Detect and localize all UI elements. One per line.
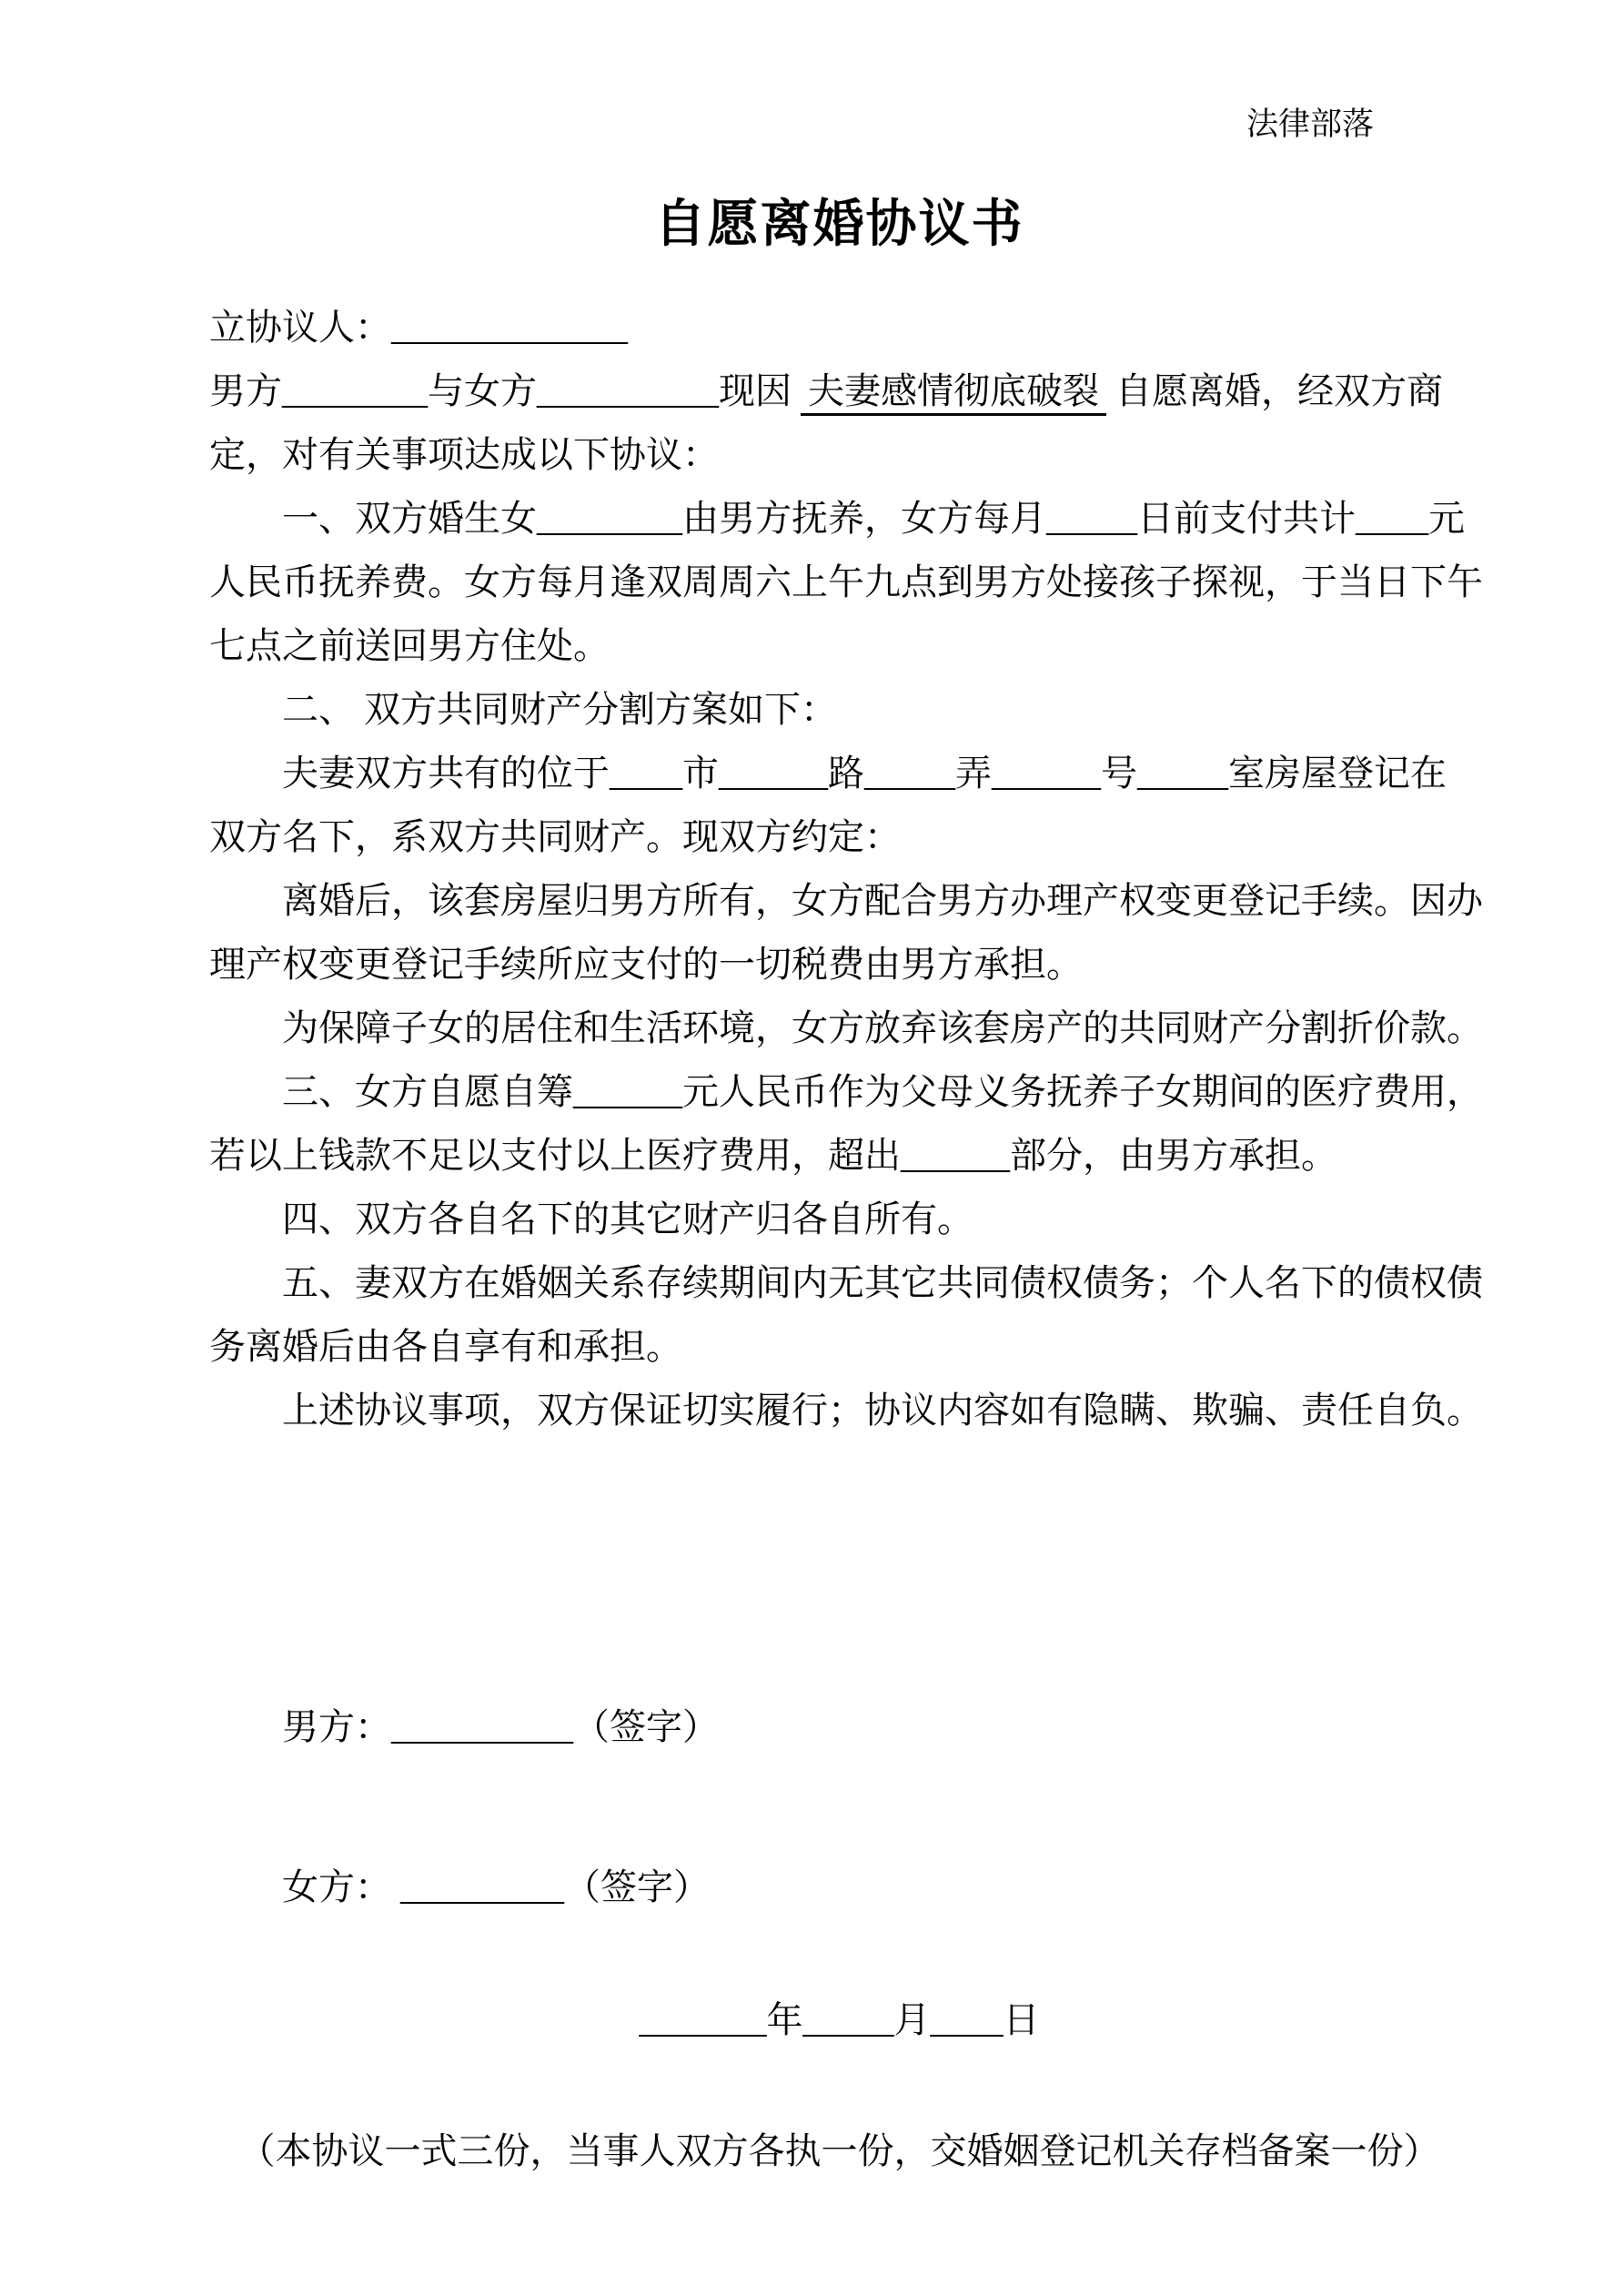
parties-line: 立协议人：_____________: [209, 307, 628, 348]
clause3-line2: 若以上钱款不足以支付以上医疗费用，超出______部分，由男方承担。: [209, 1135, 1337, 1176]
clause1-line1: 一、双方婚生女________由男方抚养，女方每月_____日前支付共计____元: [282, 498, 1465, 539]
clause2-house-line2: 理产权变更登记手续所应支付的一切税费由男方承担。: [209, 944, 1083, 985]
clause5-line1: 五、妻双方在婚姻关系存续期间内无其它共同债权债务；个人名下的债权债: [282, 1262, 1483, 1303]
closing-statement-line: 上述协议事项，双方保证切实履行；协议内容如有隐瞒、欺骗、责任自负。: [282, 1390, 1483, 1431]
female-signature-line: 女方： _________（签字）: [282, 1866, 710, 1907]
agreement-intro-line: 定，对有关事项达成以下协议：: [209, 434, 719, 475]
clause1-line2: 人民币抚养费。女方每月逢双周周六上午九点到男方处接孩子探视，于当日下午: [209, 561, 1483, 602]
clause2-house-line1: 离婚后，该套房屋归男方所有，女方配合男方办理产权变更登记手续。因办: [282, 880, 1483, 921]
reason-underlined-text: 夫妻感情彻底破裂: [801, 370, 1106, 416]
clause1-line3: 七点之前送回男方住处。: [209, 625, 610, 666]
watermark-label: 法律部落: [1246, 106, 1374, 142]
date-line: _______年_____月____日: [639, 1999, 1040, 2040]
clause2-waiver-line: 为保障子女的居住和生活环境，女方放弃该套房产的共同财产分割折价款。: [282, 1007, 1483, 1048]
clause3-line1: 三、女方自愿自筹______元人民币作为父母义务抚养子女期间的医疗费用，: [282, 1071, 1483, 1112]
reason-line-pre: 男方________与女方__________现因: [209, 370, 801, 411]
clause2-property-line1: 夫妻双方共有的位于____市______路_____弄______号_____室房屋登记在: [282, 753, 1447, 794]
clause2-heading: 二、 双方共同财产分割方案如下：: [282, 689, 837, 730]
document-title: 自愿离婚协议书: [654, 197, 1024, 253]
clause4-line: 四、双方各自名下的其它财产归各自所有。: [282, 1199, 973, 1239]
clause2-property-line2: 双方名下，系双方共同财产。现双方约定：: [209, 816, 901, 857]
clause5-line2: 务离婚后由各自享有和承担。: [209, 1326, 682, 1367]
reason-line-post: 自愿离婚，经双方商: [1106, 370, 1443, 411]
copies-note-line: （本协议一式三份，当事人双方各执一份，交婚姻登记机关存档备案一份）: [238, 2130, 1440, 2171]
male-signature-line: 男方：__________（签字）: [282, 1706, 719, 1747]
reason-line: [209, 359, 1469, 423]
